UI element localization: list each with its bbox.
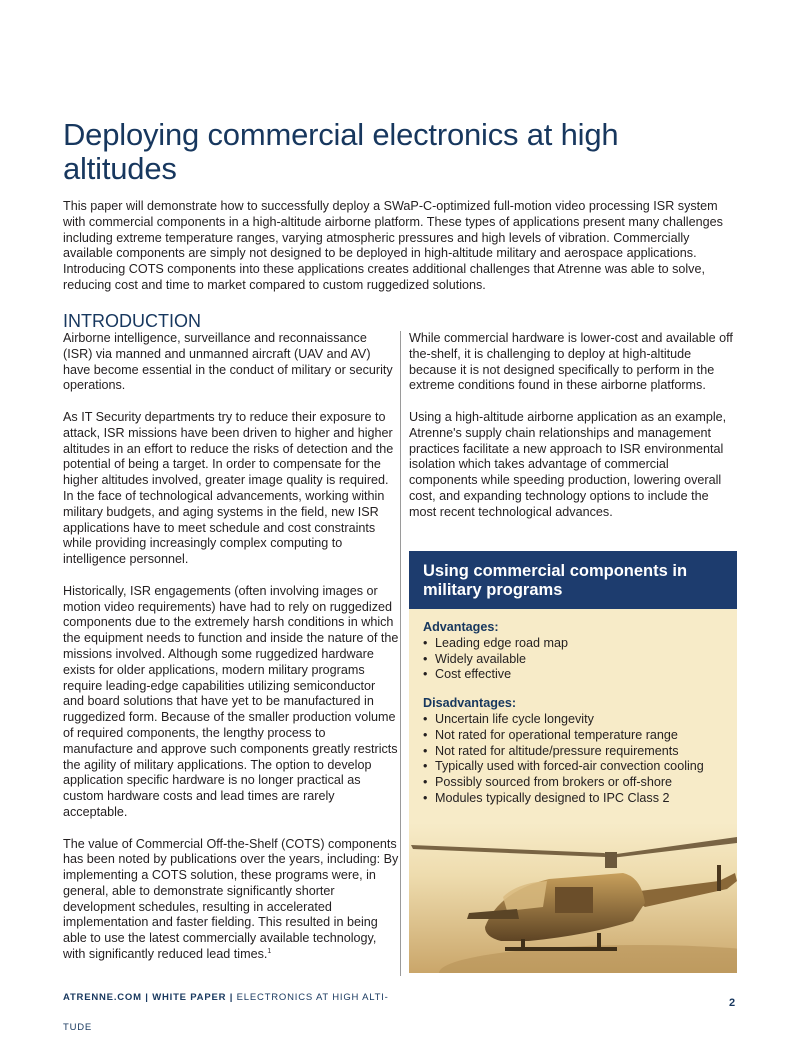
list-item: [423, 728, 737, 744]
sidebar-body: [409, 609, 737, 807]
list-item: [423, 712, 737, 728]
footnote-marker[interactable]: 1: [267, 947, 272, 955]
list-item: [423, 667, 737, 683]
intro-paragraph: This paper will demonstrate how to successfully deploy a SWaP-C-optimized full-motion video processing ISR system with commercial components in a high-altitude airborne platform. These types of applications present many challenges including extreme temperature ranges, varying atmospheric pressures and high levels of vibration. Commercially available components are simply not designed to be deployed in high-altitude military and aerospace applications. Introducing COTS components into these applications creates additional challenges that Atrenne was able to solve, reducing cost and time to market compared to custom ruggedized solutions.: [63, 199, 723, 292]
list-item: [423, 759, 737, 775]
advantages-list: [423, 636, 737, 683]
bullet-icon: •: [423, 711, 428, 726]
helicopter-image: [409, 823, 737, 973]
left-paragraph-2: As IT Security departments try to reduce their exposure to attack, ISR missions have been driven to higher and higher altitudes in an effort to reduce the risks of detection and the potential of being a target. In order to compensate for the higher altitudes involved, greater image quality is required. In the face of technological advancements, working within military budgets, and aging systems in the field, new ISR applications have to meet schedule and cost constraints while providing increasingly complex computing to intelligence personnel.: [63, 409, 394, 567]
disadvantages-heading: Disadvantages:: [423, 696, 517, 711]
list-item-text: Widely available: [435, 651, 526, 666]
list-item-text: Modules typically designed to IPC Class 2: [435, 790, 670, 805]
bullet-icon: •: [423, 667, 428, 682]
advantages-heading: Advantages:: [423, 620, 499, 634]
right-paragraph-2: Using a high-altitude airborne application as an example, Atrenne's supply chain relationships and management practices facilitate a new approach to ISR environmental isolation which takes advantage of commercial components while speeding production, lowering overall cost, and expanding technology options to include the most recent technological advances.: [409, 409, 727, 519]
list-item-text: Uncertain life cycle longevity: [435, 711, 594, 726]
sidebar-title: Using commercial components in military programs: [423, 562, 688, 599]
bullet-icon: •: [423, 635, 428, 650]
bullet-icon: •: [423, 727, 428, 742]
list-item-text: Not rated for altitude/pressure requirements: [435, 743, 679, 758]
list-item: [423, 652, 737, 668]
section-heading-introduction: INTRODUCTION: [63, 311, 201, 331]
list-item: [423, 744, 737, 760]
page-number: 2: [729, 997, 736, 1009]
footer-separator: |: [145, 992, 149, 1003]
list-item: [423, 791, 737, 807]
list-item: [423, 775, 737, 791]
sidebar-box: [409, 551, 737, 973]
disadvantages-list: [423, 712, 737, 807]
list-item-text: Leading edge road map: [435, 635, 569, 650]
list-item-text: Not rated for operational temperature range: [435, 727, 678, 742]
list-item-text: Cost effective: [435, 667, 512, 682]
column-divider: [400, 331, 401, 976]
sidebar-header: [409, 551, 737, 609]
left-paragraph-1: Airborne intelligence, surveillance and reconnaissance (ISR) via manned and unmanned aircraft (UAV and AV) have become essential in the conduct of military or security operations.: [63, 331, 393, 393]
right-paragraph-1: While commercial hardware is lower-cost and available off the-shelf, it is challenging to deploy at high-altitude because it is not designed specifically to perform in the extreme conditions found in these airborne platforms.: [409, 331, 733, 393]
page-title: Deploying commercial electronics at high altitudes: [63, 117, 619, 186]
list-item-text: Possibly sourced from brokers or off-shore: [435, 775, 673, 790]
list-item-text: Typically used with forced-air convection cooling: [435, 759, 704, 774]
bullet-icon: •: [423, 743, 428, 758]
list-item: [423, 636, 737, 652]
bullet-icon: •: [423, 651, 428, 666]
left-paragraph-4: [63, 837, 399, 963]
footer-separator: |: [229, 992, 234, 1003]
page-footer: [63, 983, 413, 1043]
bullet-icon: •: [423, 775, 428, 790]
left-paragraph-3: Historically, ISR engagements (often involving images or motion video requirements) have had to rely on ruggedized components due to the extremely harsh conditions in which the equipment needs to function and inside the nature of the missions involved. Although some ruggedized hardware exists for older applications, modern military programs require leading-edge capabilities utilizing semiconductor and board solutions that have yet to be manufactured in ruggedized form. Because of the smaller production volume of required components, the lengthy process to manufacture and approve such components greatly restricts the agility of military applications. The option to develop application specific hardware is no longer practical as custom hardware costs and lead times are rarely acceptable.: [63, 583, 399, 819]
footer-site-link[interactable]: ATRENNE.COM: [63, 992, 142, 1003]
bullet-icon: •: [423, 759, 428, 774]
bullet-icon: •: [423, 790, 428, 805]
left-paragraph-4-text: The value of Commercial Off-the-Shelf (COTS) components has been noted by publications over the years, including: By implementing a COTS solution, these programs were, in general, able to demonstrate significantly shorter development schedules, resulting in accelerated implementation and faster fielding. This resulted in being able to use the latest commercially available technology, with significantly reduced lead times.: [63, 836, 399, 962]
footer-doc-type: WHITE PAPER: [152, 992, 227, 1003]
left-column: [63, 331, 399, 979]
footer-doc-title: ELECTRONICS AT HIGH ALTI- TUDE: [63, 992, 389, 1033]
right-column: [409, 331, 739, 536]
